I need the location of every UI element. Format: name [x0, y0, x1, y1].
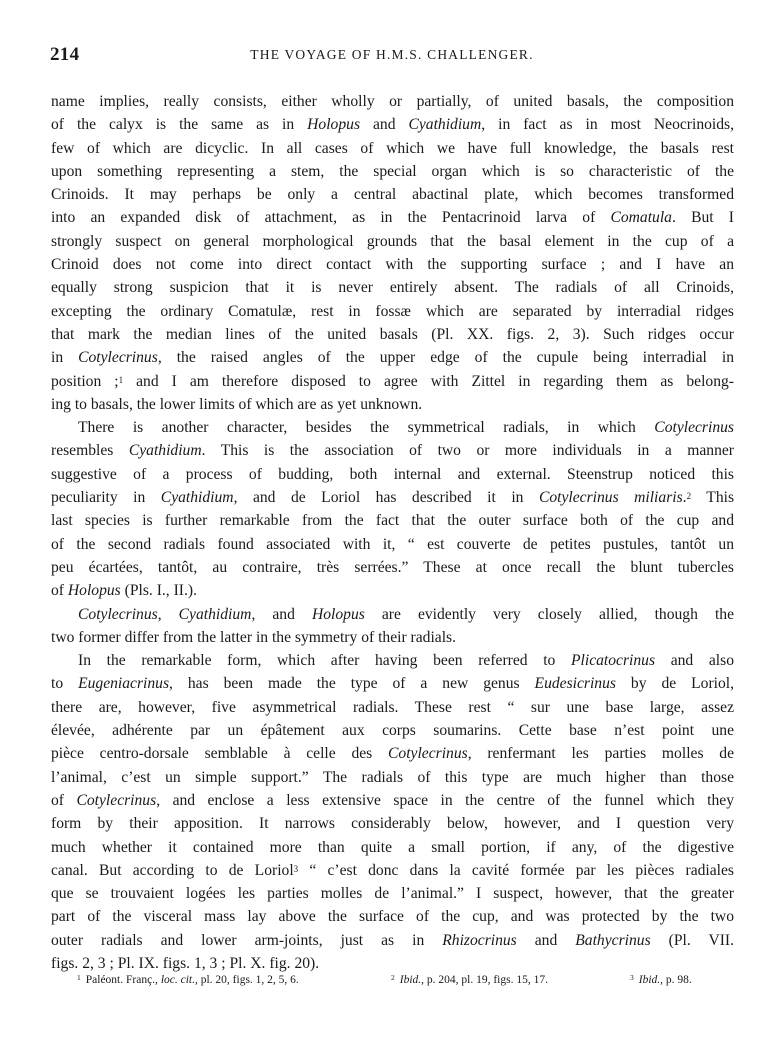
text-line	[51, 649, 734, 672]
italic-term: loc. cit.	[160, 974, 195, 986]
text-run: , and de Loriol has described it in	[233, 489, 539, 507]
text-line	[51, 416, 734, 439]
footnotes	[53, 974, 743, 992]
text-line	[51, 556, 734, 579]
text-line	[51, 253, 734, 276]
text-run: Crinoids. It may perhaps be only a central abactinal plate, which becomes transformed	[51, 186, 734, 204]
text-run: into an expanded disk of attachment, as in the Pentacrinoid larva of	[51, 209, 611, 227]
italic-term: Eugeniacrinus	[78, 675, 170, 693]
text-run: of	[51, 791, 77, 809]
text-run: few of which are dicyclic. In all cases of which we have full knowledge, the basals rest	[51, 139, 734, 157]
italic-term: Cyathidium	[160, 489, 234, 507]
footnote-mark: 3	[630, 973, 634, 982]
text-line	[51, 626, 734, 649]
text-run: Paléont. Franç.,	[85, 974, 161, 986]
text-line	[51, 160, 734, 183]
italic-term: Cotylecrinus	[78, 349, 158, 367]
text-line	[51, 672, 734, 695]
text-run: peculiarity in	[51, 489, 161, 507]
page-number: 214	[50, 44, 80, 65]
text-run: . But I	[671, 209, 734, 227]
italic-term: Cotylecrinus miliaris	[538, 489, 683, 507]
footnote-reference: 2	[686, 491, 692, 502]
text-run: (Pl. VII.	[650, 931, 734, 949]
footnote-mark: 2	[391, 973, 395, 982]
italic-term: Cyathidium	[128, 442, 202, 460]
text-run: and	[360, 116, 409, 134]
body-text	[51, 90, 734, 975]
text-line	[51, 742, 734, 765]
text-line	[51, 206, 734, 229]
text-line	[51, 603, 734, 626]
text-run: This	[691, 489, 735, 507]
text-run: last species is further remarkable from the fact that the outer surface both of the cup and	[51, 512, 734, 530]
italic-term: Holopus	[307, 116, 361, 134]
italic-term: Cotylecrinus	[78, 605, 158, 623]
text-line	[51, 439, 734, 462]
text-line	[51, 300, 734, 323]
text-run: ,	[157, 605, 179, 623]
text-line	[51, 230, 734, 253]
text-run: peu écartées, tantôt, au contraire, très serrées.” These at once recall the blunt tubercles	[51, 558, 734, 576]
text-run: , the raised angles of the upper edge of the cupule being interradial in	[157, 349, 734, 367]
text-run: , renfermant les parties molles de	[467, 745, 734, 763]
text-run: part of the visceral mass lay above the surface of the cup, and was protected by the two	[51, 908, 734, 926]
footnote-mark: 1	[77, 973, 81, 982]
text-run: are evidently very closely allied, though the	[364, 605, 734, 623]
text-run: “ c’est donc dans la cavité formée par les pièces radiales	[298, 861, 734, 879]
text-run: There is another character, besides the symmetrical radials, in which	[78, 419, 655, 437]
text-run: of the second radials found associated with it, “ est couverte de petites pustules, tantôt un	[51, 535, 734, 553]
text-line	[51, 579, 734, 602]
text-run: of	[51, 582, 68, 600]
italic-term: Cyathidium	[408, 116, 482, 134]
running-title: THE VOYAGE OF H.M.S. CHALLENGER.	[250, 47, 534, 62]
text-line	[51, 836, 734, 859]
text-line	[51, 183, 734, 206]
text-run: que se trouvaient logées les parties molles de l’animal.” I suspect, however, that the greater	[51, 885, 734, 903]
text-run: . This is the association of two or more individuals in a manner	[201, 442, 734, 460]
text-line	[51, 276, 734, 299]
running-head	[50, 44, 734, 68]
text-line	[51, 929, 734, 952]
text-run: , in fact as in most Neocrinoids,	[481, 116, 735, 134]
text-line	[51, 882, 734, 905]
italic-term: Comatula	[610, 209, 672, 227]
italic-term: Holopus	[67, 582, 121, 600]
text-run: .	[682, 489, 687, 507]
text-run: upon something representing a stem, the special organ which is so characteristic of the	[51, 162, 734, 180]
text-line	[51, 509, 734, 532]
text-line	[51, 719, 734, 742]
text-line	[51, 370, 734, 393]
text-run: pièce centro-dorsale semblable à celle des	[51, 745, 388, 763]
text-line	[51, 812, 734, 835]
text-run: to	[51, 675, 79, 693]
text-line	[51, 346, 734, 369]
text-run: l’animal, c’est un simple support.” The radials of this type are much higher than those	[51, 768, 734, 786]
italic-term: Cotylecrinus	[654, 419, 734, 437]
text-line	[51, 905, 734, 928]
text-line	[51, 859, 734, 882]
italic-term: Ibid.	[638, 974, 661, 986]
text-run: , p. 98.	[660, 974, 692, 986]
text-line	[51, 393, 734, 416]
text-run: , and	[251, 605, 312, 623]
footnote-reference: 3	[293, 863, 299, 874]
text-run: and also	[655, 652, 734, 670]
text-run: , and enclose a less extensive space in the centre of the funnel which they	[156, 791, 735, 809]
text-line	[51, 952, 734, 975]
italic-term: Plicatocrinus	[571, 652, 656, 670]
italic-term: Ibid.	[399, 974, 422, 986]
footnote	[391, 974, 548, 986]
text-run: suggestive of a process of budding, both internal and external. Steenstrup noticed this	[51, 465, 734, 483]
text-line	[51, 323, 734, 346]
italic-term: Cyathidium	[178, 605, 252, 623]
footnote	[630, 974, 692, 986]
text-run: equally strong suspicion that it is never entirely absent. The radials of all Crinoids,	[51, 279, 734, 297]
text-run: strongly suspect on general morphological grounds that the basal element in the cup of a	[51, 232, 734, 250]
text-run: and I am therefore disposed to agree with Zittel in regarding them as belong-	[123, 372, 735, 390]
text-run: by de Loriol,	[615, 675, 735, 693]
italic-term: Cotylecrinus	[76, 791, 157, 809]
text-run: much whether it contained more than quite a small portion, if any, of the digestive	[51, 838, 734, 856]
text-line	[51, 533, 734, 556]
text-run: position ;	[51, 372, 119, 390]
text-run: in	[51, 349, 79, 367]
text-run: canal. But according to de Loriol	[51, 861, 294, 879]
italic-term: Bathycrinus	[575, 931, 651, 949]
text-run: In the remarkable form, which after having been referred to	[78, 652, 571, 670]
italic-term: Holopus	[311, 605, 365, 623]
italic-term: Cotylecrinus	[388, 745, 468, 763]
text-line	[51, 486, 734, 509]
text-run: (Pls. I., II.).	[120, 582, 197, 600]
text-run: figs. 2, 3 ; Pl. IX. figs. 1, 3 ; Pl. X. fig. 20).	[51, 954, 320, 972]
text-run: , p. 204, pl. 19, figs. 15, 17.	[421, 974, 548, 986]
text-line	[51, 113, 734, 136]
text-run: name implies, really consists, either wholly or partially, of united basals, the composition	[51, 93, 734, 110]
text-run: form by their apposition. It narrows considerably below, however, and I question very	[51, 815, 734, 833]
text-run: outer radials and lower arm-joints, just as in	[51, 931, 443, 949]
text-run: excepting the ordinary Comatulæ, rest in fossæ which are separated by interradial ridges	[51, 302, 734, 320]
footnote	[77, 974, 299, 986]
footnote-reference: 1	[118, 374, 124, 385]
text-line	[51, 137, 734, 160]
text-run: resembles	[51, 442, 129, 460]
text-run: that mark the median lines of the united basals (Pl. XX. figs. 2, 3). Such ridges occur	[51, 325, 734, 343]
text-run: ing to basals, the lower limits of which are as yet unknown.	[51, 395, 423, 413]
text-line	[51, 90, 734, 113]
text-run: Crinoid does not come into direct contact with the supporting surface ; and I have an	[51, 256, 734, 274]
text-run: , has been made the type of a new genus	[169, 675, 535, 693]
text-run: of the calyx is the same as in	[51, 116, 308, 134]
italic-term: Rhizocrinus	[442, 931, 517, 949]
text-run: there are, however, five asymmetrical radials. These rest “ sur une base large, assez	[51, 698, 734, 716]
text-line	[51, 789, 734, 812]
text-line	[51, 766, 734, 789]
text-run: , pl. 20, figs. 1, 2, 5, 6.	[194, 974, 299, 986]
text-line	[51, 696, 734, 719]
text-run: élevée, adhérente par un épâtement aux corps soumarins. Cette base n’est point une	[51, 722, 734, 740]
text-line	[51, 463, 734, 486]
text-run: two former differ from the latter in the symmetry of their radials.	[51, 628, 457, 646]
italic-term: Eudesicrinus	[534, 675, 616, 693]
text-run: and	[516, 931, 576, 949]
